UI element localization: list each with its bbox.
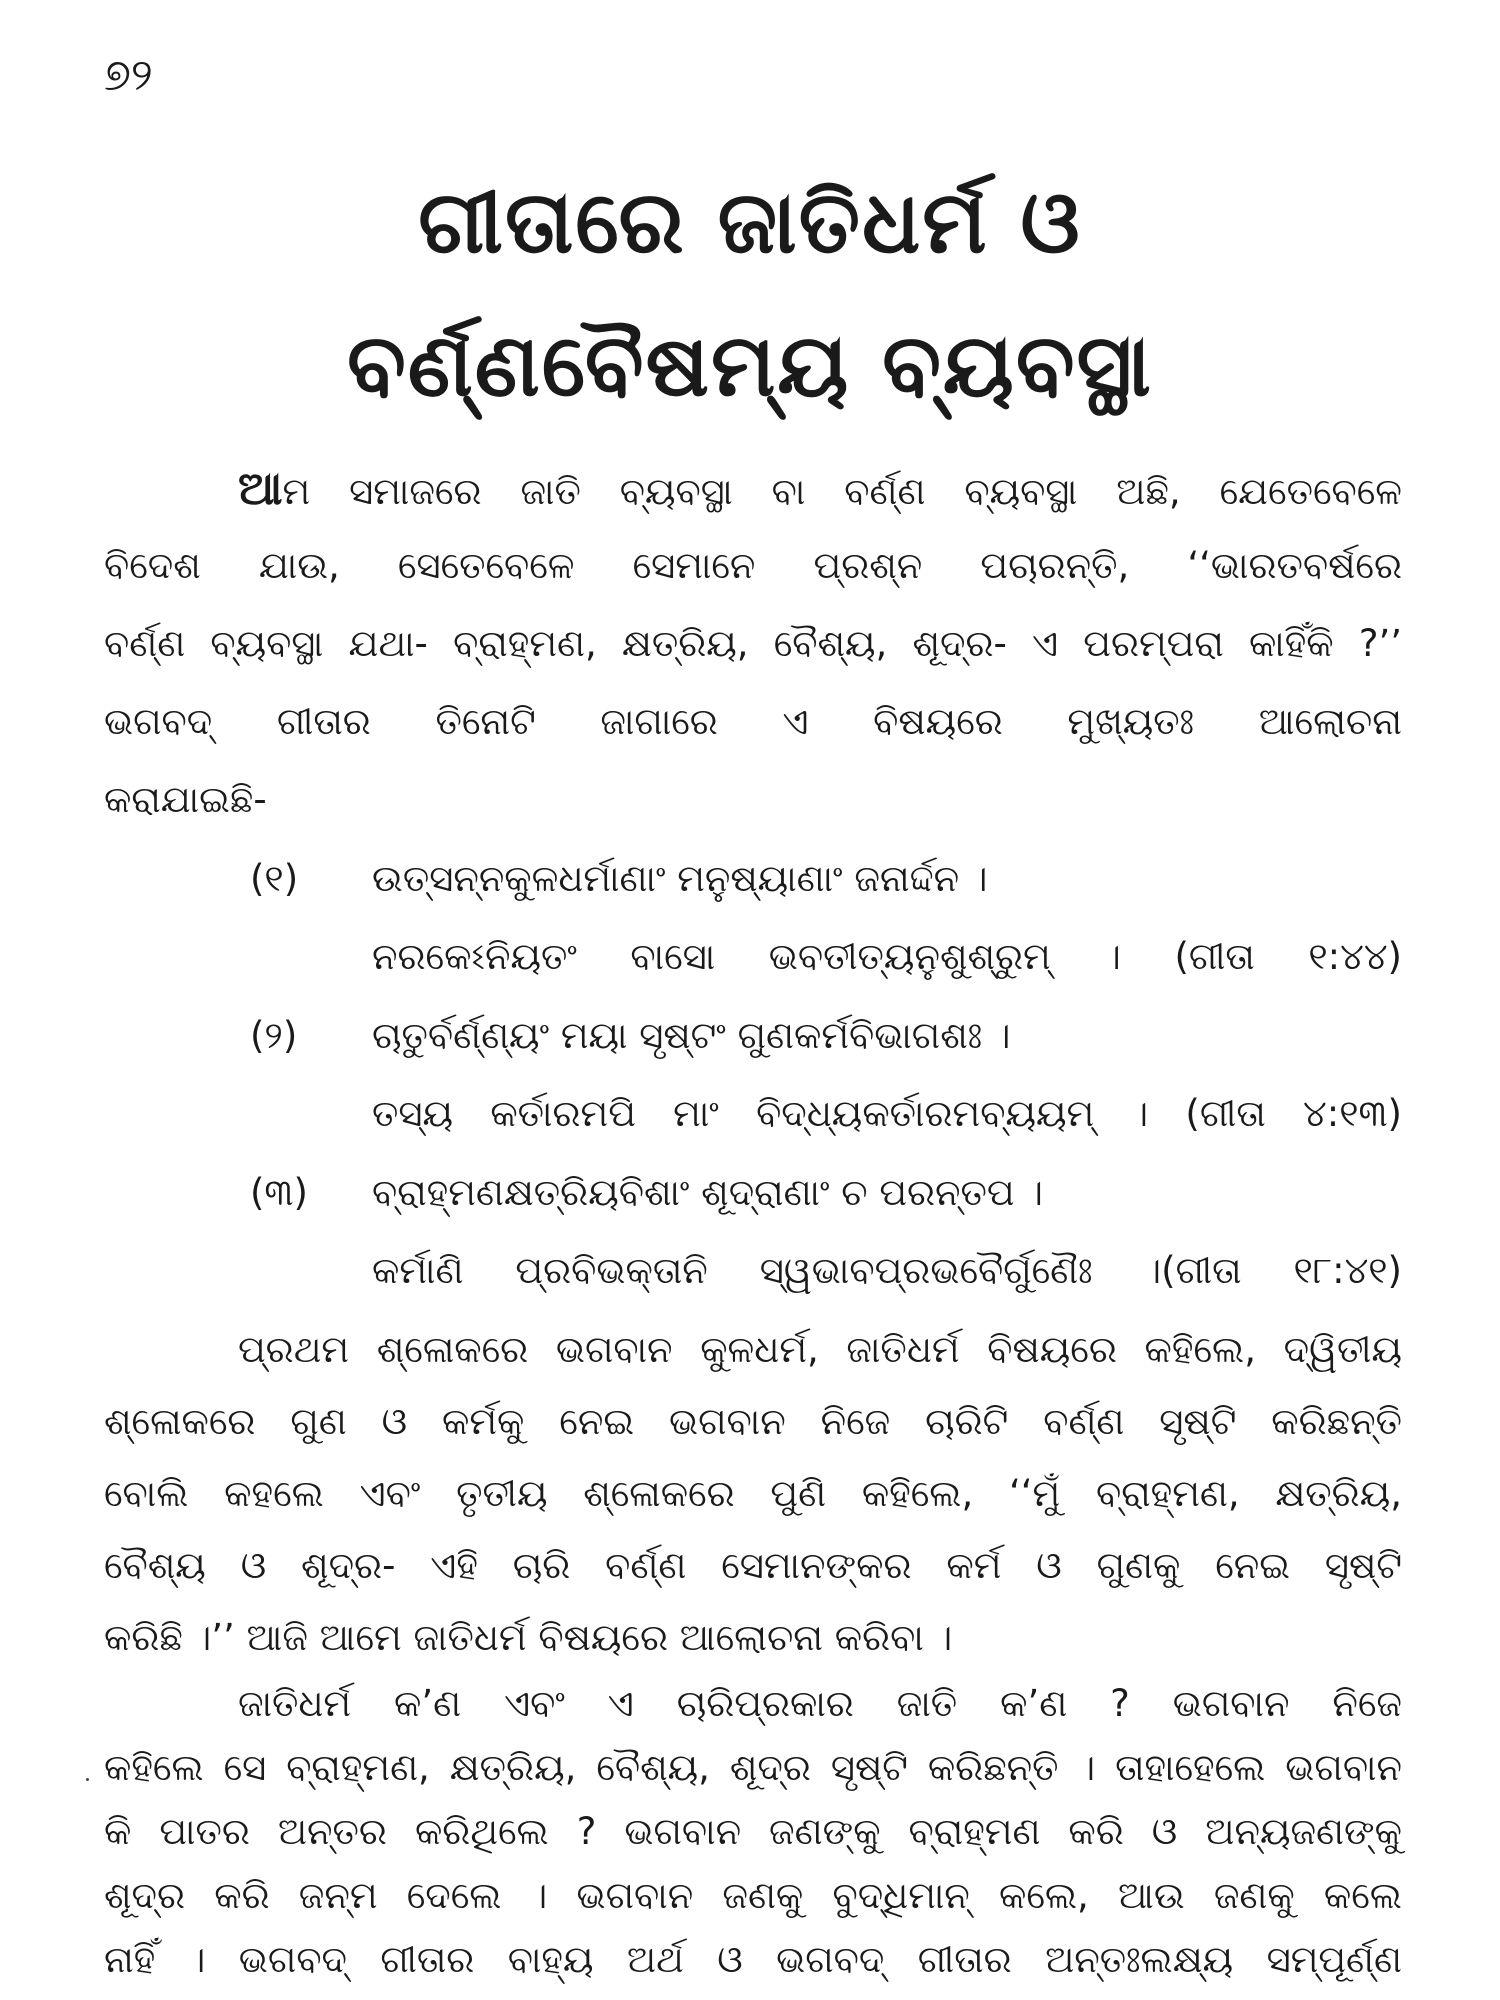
verse-2-line-2: ତସ୍ୟ କର୍ତାରମପି ମାଂ ବିଦ୍ଧ୍ୟକର୍ତାରମବ୍ୟୟମ୍ । (ଗୀତା ୪:୧୩)	[372, 1092, 1402, 1135]
verse-1-line-2: ନରକେଽନିୟତଂ ବାସୋ ଭବତୀତ୍ୟନୁଶୁଶ୍ରୁମ୍ । (ଗୀତା ୧:୪୪)	[372, 935, 1402, 978]
verse-2-line-1: ଚାତୁର୍ବର୍ଣ୍ଣ୍ୟଂ ମୟା ସୃଷ୍ଟଂ ଗୁଣକର୍ମବିଭାଗଶଃ ।	[372, 1014, 1011, 1057]
intro-line-3: ବର୍ଣ୍ଣ ବ୍ୟବସ୍ଥା ଯଥା- ବ୍ରାହ୍ମଣ, କ୍ଷତ୍ରିୟ, ବୈଶ୍ୟ, ଶୂଦ୍ର- ଏ ପରମ୍ପରା କାହିଁକି ?’’	[104, 622, 1402, 665]
paragraph-2-line-5: କରିଛି ।’’ ଆଜି ଆମେ ଜାତିଧର୍ମ ବିଷୟରେ ଆଲୋଚନା କରିବା ।	[104, 1616, 953, 1659]
paragraph-2-line-2: ଶ୍ଳୋକରେ ଗୁଣ ଓ କର୍ମକୁ ନେଇ ଭଗବାନ ନିଜେ ଚାରିଟି ବର୍ଣ୍ଣ ସୃଷ୍ଟି କରିଛନ୍ତି	[104, 1400, 1402, 1443]
paragraph-2-line-4: ବୈଶ୍ୟ ଓ ଶୂଦ୍ର- ଏହି ଚାରି ବର୍ଣ୍ଣ ସେମାନଙ୍କର କର୍ମ ଓ ଗୁଣକୁ ନେଇ ସୃଷ୍ଟି	[104, 1544, 1402, 1587]
drop-lead-letter: ଆ	[238, 461, 283, 515]
verse-number-1: (୧)	[250, 857, 299, 900]
paragraph-3-line-4: ଶୂଦ୍ର କରି ଜନ୍ମ ଦେଲେ । ଭଗବାନ ଜଣକୁ ବୁଦ୍ଧିମାନ୍ କଲେ, ଆଉ ଜଣକୁ କଲେ	[104, 1874, 1402, 1917]
intro-line-2: ବିଦେଶ ଯାଉ, ସେତେବେଳେ ସେମାନେ ପ୍ରଶ୍ନ ପଚାରନ୍ତି, ‘‘ଭାରତବର୍ଷରେ	[104, 544, 1402, 587]
intro-line-5: କରାଯାଇଛି-	[104, 778, 267, 821]
intro-line-1-text: ମ ସମାଜରେ ଜାତି ବ୍ୟବସ୍ଥା ବା ବର୍ଣ୍ଣ ବ୍ୟବସ୍ଥା ଅଛି, ଯେତେବେଳେ	[282, 470, 1402, 513]
verse-number-2: (୨)	[250, 1014, 298, 1057]
paragraph-3-line-3: କି ପାତର ଅନ୍ତର କରିଥିଲେ ? ଭଗବାନ ଜଣଙ୍କୁ ବ୍ରାହ୍ମଣ କରି ଓ ଅନ୍ୟଜଣଙ୍କୁ	[104, 1810, 1402, 1853]
verse-1-line-1: ଉତ୍ସନ୍ନକୁଳଧର୍ମାଣାଂ ମନୁଷ୍ୟାଣାଂ ଜନାର୍ଦ୍ଦନ ।	[372, 857, 988, 900]
intro-line-4: ଭଗବଦ୍ ଗୀତାର ତିନୋଟି ଜାଗାରେ ଏ ବିଷୟରେ ମୁଖ୍ୟତଃ ଆଲୋଚନା	[104, 700, 1402, 743]
paragraph-3-line-2: କହିଲେ ସେ ବ୍ରାହ୍ମଣ, କ୍ଷତ୍ରିୟ, ବୈଶ୍ୟ, ଶୂଦ୍ର ସୃଷ୍ଟି କରିଛନ୍ତି । ତାହାହେଲେ ଭଗବାନ	[104, 1746, 1402, 1789]
chapter-title-line-1: ଗୀତାରେ ଜାତିଧର୍ମ ଓ	[418, 173, 1082, 273]
verse-number-3: (୩)	[250, 1171, 308, 1214]
paragraph-3-line-1: ଜାତିଧର୍ମ କ’ଣ ଏବଂ ଏ ଚାରିପ୍ରକାର ଜାତି କ’ଣ ? ଭଗବାନ ନିଜେ	[238, 1682, 1402, 1725]
paragraph-2-line-3: ବୋଲି କହଲେ ଏବଂ ତୃତୀୟ ଶ୍ଳୋକରେ ପୁଣି କହିଲେ, ‘‘ମୁଁ ବ୍ରାହ୍ମଣ, କ୍ଷତ୍ରିୟ,	[104, 1472, 1402, 1515]
chapter-title-line-2: ବର୍ଣ୍ଣବୈଷମ୍ୟ ବ୍ୟବସ୍ଥା	[347, 316, 1153, 416]
page-number: ୭୨	[104, 50, 153, 101]
print-speck	[86, 1778, 89, 1781]
intro-line-1	[238, 458, 1402, 522]
paragraph-2-line-1: ପ୍ରଥମ ଶ୍ଳୋକରେ ଭଗବାନ କୁଳଧର୍ମ, ଜାତିଧର୍ମ ବିଷୟରେ କହିଲେ, ଦ୍ୱିତୀୟ	[238, 1328, 1402, 1371]
paragraph-3-line-5: ନାହିଁ । ଭଗବଦ୍ ଗୀତାର ବାହ୍ୟ ଅର୍ଥ ଓ ଭଗବଦ୍ ଗୀତାର ଅନ୍ତଃଲକ୍ଷ୍ୟ ସମ୍ପୂର୍ଣ୍ଣ	[104, 1938, 1402, 1981]
verse-3-line-2: କର୍ମାଣି ପ୍ରବିଭକ୍ତାନି ସ୍ୱଭାବପ୍ରଭବୈର୍ଗୁଣୈଃ ।(ଗୀତା ୧୮:୪୧)	[372, 1249, 1402, 1292]
verse-3-line-1: ବ୍ରାହ୍ମଣକ୍ଷତ୍ରିୟବିଶାଂ ଶୂଦ୍ରାଣାଂ ଚ ପରନ୍ତପ ।	[372, 1171, 1044, 1214]
